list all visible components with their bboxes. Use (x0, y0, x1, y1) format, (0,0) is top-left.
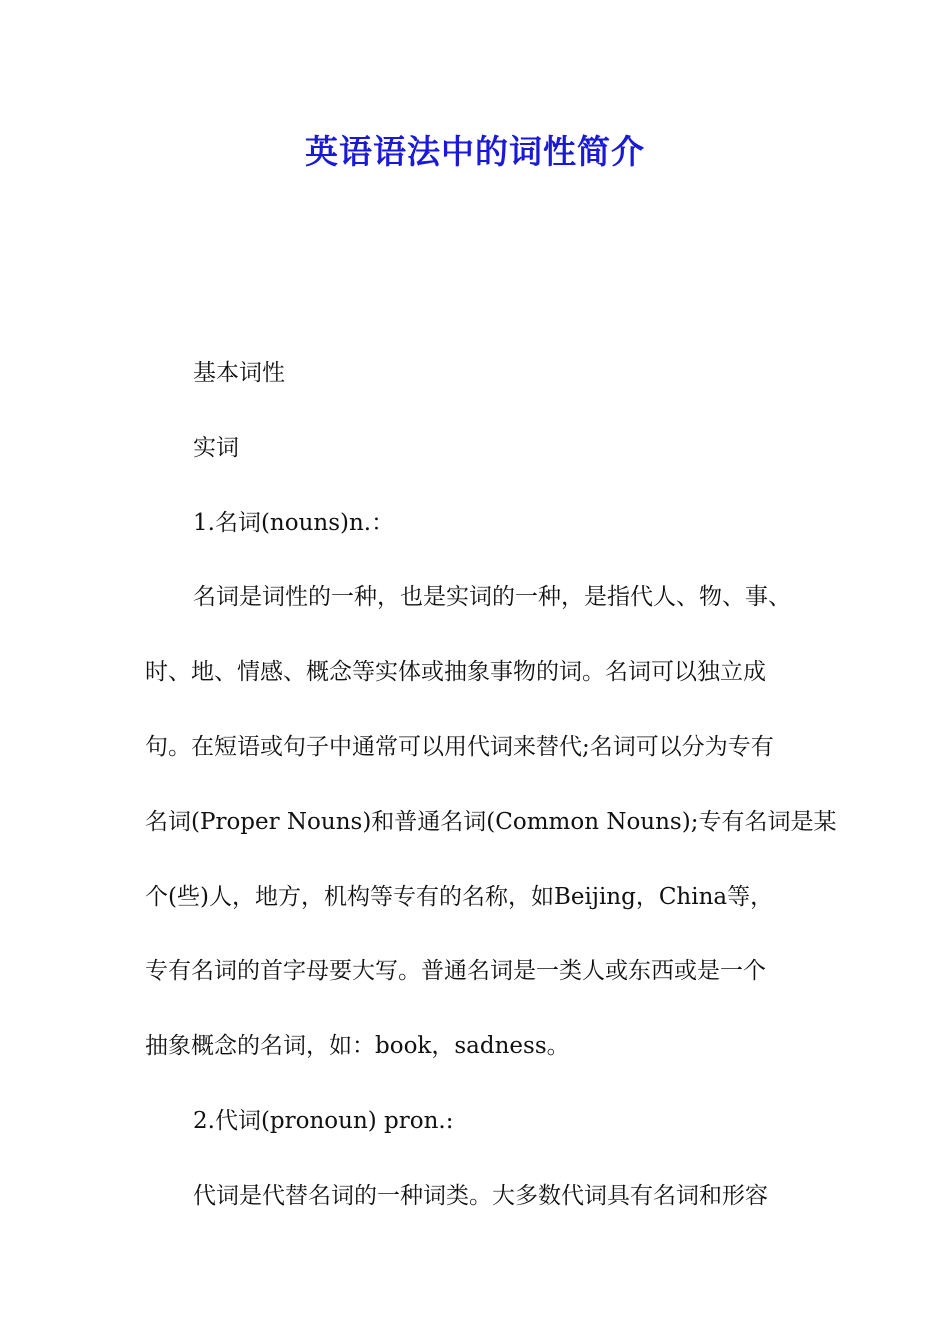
paragraph-line: 专有名词的首字母要大写。普通名词是一类人或东西或是一个 (145, 958, 766, 985)
subsection-heading: 实词 (193, 434, 239, 461)
paragraph-line: 名词(Proper Nouns)和普通名词(Common Nouns);专有名词是某 (145, 808, 837, 835)
item-heading-pronoun: 2.代词(pronoun) pron.: (193, 1107, 454, 1134)
document-body (145, 336, 835, 1234)
section-heading: 基本词性 (193, 360, 285, 386)
paragraph-line: 时、地、情感、概念等实体或抽象事物的词。名词可以独立成 (145, 659, 766, 686)
paragraph-line: 个(些)人，地方，机构等专有的名称，如Beijing，China等， (145, 883, 774, 910)
paragraph-line: 句。在短语或句子中通常可以用代词来替代;名词可以分为专有 (145, 733, 774, 760)
paragraph-line: 代词是代替名词的一种词类。大多数代词具有名词和形容 (193, 1182, 768, 1209)
paragraph-line: 抽象概念的名词，如：book，sadness。 (145, 1033, 570, 1060)
item-heading-nouns: 1.名词(nouns)n.： (193, 509, 395, 536)
document-title: 英语语法中的词性简介 (305, 132, 645, 171)
paragraph-line: 名词是词性的一种，也是实词的一种，是指代人、物、事、 (193, 584, 791, 611)
